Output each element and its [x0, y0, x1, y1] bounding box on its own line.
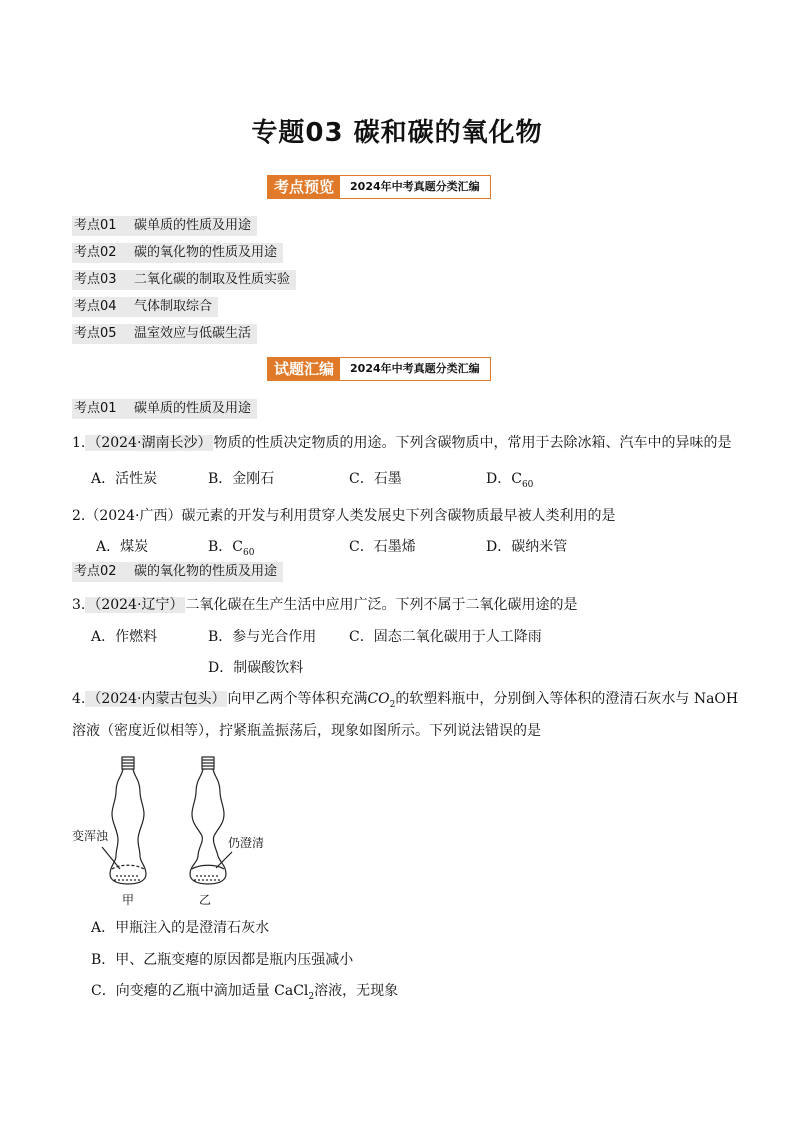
question-stem: 向甲乙两个等体积充满 — [227, 691, 368, 707]
bottle-yi-icon — [190, 757, 232, 884]
question-stem: 二氧化碳在生产生活中应用广泛。下列不属于二氧化碳用途的是 — [185, 597, 578, 613]
preview-banner — [267, 175, 491, 199]
question-source: （2024·湖南长沙） — [87, 435, 212, 451]
q3-option-c: C．固态二氧化碳用于人工降雨 — [349, 629, 542, 645]
question-source: （2024·内蒙古包头） — [87, 691, 226, 707]
kaodian-item-5 — [72, 324, 257, 344]
section-header-1 — [72, 399, 257, 419]
option-text: B．C — [208, 539, 243, 555]
kaodian-name: 气体制取综合 — [134, 299, 213, 314]
page-title: 专题03 碳和碳的氧化物 — [251, 118, 543, 148]
section-name: 碳单质的性质及用途 — [134, 401, 252, 416]
option-subscript: 2 — [308, 991, 315, 1002]
question-1 — [72, 433, 731, 453]
section-code: 考点01 — [74, 401, 117, 416]
q2-option-a: A．煤炭 — [96, 539, 149, 555]
question-number: 2. — [72, 508, 86, 524]
option-text: C．向变瘪的乙瓶中滴加适量 CaCl — [91, 983, 309, 999]
question-number: 3. — [72, 597, 86, 613]
question-stem: 碳元素的开发与利用贯穿人类发展史下列含碳物质最早被人类利用的是 — [181, 508, 616, 524]
kaodian-name: 二氧化碳的制取及性质实验 — [134, 272, 291, 287]
question-stem-cont: 的软塑料瓶中，分别倒入等体积的澄清石灰水与 NaOH — [395, 691, 739, 707]
section-code: 考点02 — [74, 564, 117, 579]
q3-option-b: B．参与光合作用 — [208, 629, 317, 645]
banner-subtitle: 2024年中考真题分类汇编 — [350, 362, 480, 375]
exercise-banner — [267, 357, 491, 381]
q2-option-b — [208, 537, 254, 563]
kaodian-name: 碳单质的性质及用途 — [134, 218, 252, 233]
question-4-line2: 溶液（密度近似相等），拧紧瓶盖振荡后，现象如图所示。下列说法错误的是 — [72, 723, 541, 739]
option-subscript: 60 — [521, 479, 534, 490]
q2-option-c: C．石墨烯 — [349, 539, 416, 555]
q4-option-b: B．甲、乙瓶变瘪的原因都是瓶内压强减小 — [91, 952, 354, 968]
co2-formula: CO — [367, 691, 390, 707]
label-bottle-jia: 甲 — [122, 893, 135, 907]
section-header-2 — [72, 562, 283, 582]
kaodian-name: 碳的氧化物的性质及用途 — [134, 245, 278, 260]
question-number: 1. — [72, 435, 86, 451]
kaodian-name: 温室效应与低碳生活 — [134, 326, 252, 341]
option-subscript: 60 — [243, 547, 255, 558]
question-stem: 物质的性质决定物质的用途。下列含碳物质中，常用于去除冰箱、汽车中的异味的是 — [213, 435, 732, 451]
q4-option-c — [91, 981, 398, 1007]
question-source: （2024·广西） — [85, 508, 182, 524]
question-3 — [72, 595, 577, 615]
label-turbid: 变浑浊 — [72, 829, 109, 843]
banner-tag: 试题汇编 — [268, 358, 340, 380]
question-source: （2024·辽宁） — [87, 597, 184, 613]
kaodian-item-1 — [72, 216, 257, 236]
kaodian-item-3 — [72, 270, 296, 290]
co2-subscript: 2 — [389, 699, 396, 710]
option-text: D．C — [486, 471, 522, 487]
kaodian-code: 考点03 — [74, 272, 117, 287]
q3-option-a: A．作燃料 — [91, 629, 158, 645]
q3-option-d: D．制碳酸饮料 — [208, 660, 304, 676]
q1-option-a: A．活性炭 — [91, 471, 158, 487]
kaodian-item-2 — [72, 243, 283, 263]
kaodian-code: 考点01 — [74, 218, 117, 233]
question-4 — [72, 689, 738, 715]
kaodian-item-4 — [72, 297, 218, 317]
kaodian-code: 考点04 — [74, 299, 117, 314]
section-name: 碳的氧化物的性质及用途 — [134, 564, 278, 579]
kaodian-code: 考点05 — [74, 326, 117, 341]
question-number: 4. — [72, 691, 86, 707]
banner-subtitle: 2024年中考真题分类汇编 — [350, 180, 480, 193]
banner-tag: 考点预览 — [268, 176, 340, 198]
kaodian-code: 考点02 — [74, 245, 117, 260]
q1-option-c: C．石墨 — [349, 471, 402, 487]
q1-option-d — [486, 469, 533, 495]
label-bottle-yi: 乙 — [199, 893, 212, 907]
q1-option-b: B．金刚石 — [208, 471, 275, 487]
bottle-jia-icon — [102, 757, 146, 884]
q2-option-d: D．碳纳米管 — [486, 539, 568, 555]
option-text-suffix: 溶液，无现象 — [314, 983, 399, 999]
label-clear: 仍澄清 — [228, 836, 265, 850]
question-2 — [72, 506, 615, 526]
bottles-figure — [72, 752, 272, 910]
q4-option-a: A．甲瓶注入的是澄清石灰水 — [91, 920, 270, 936]
